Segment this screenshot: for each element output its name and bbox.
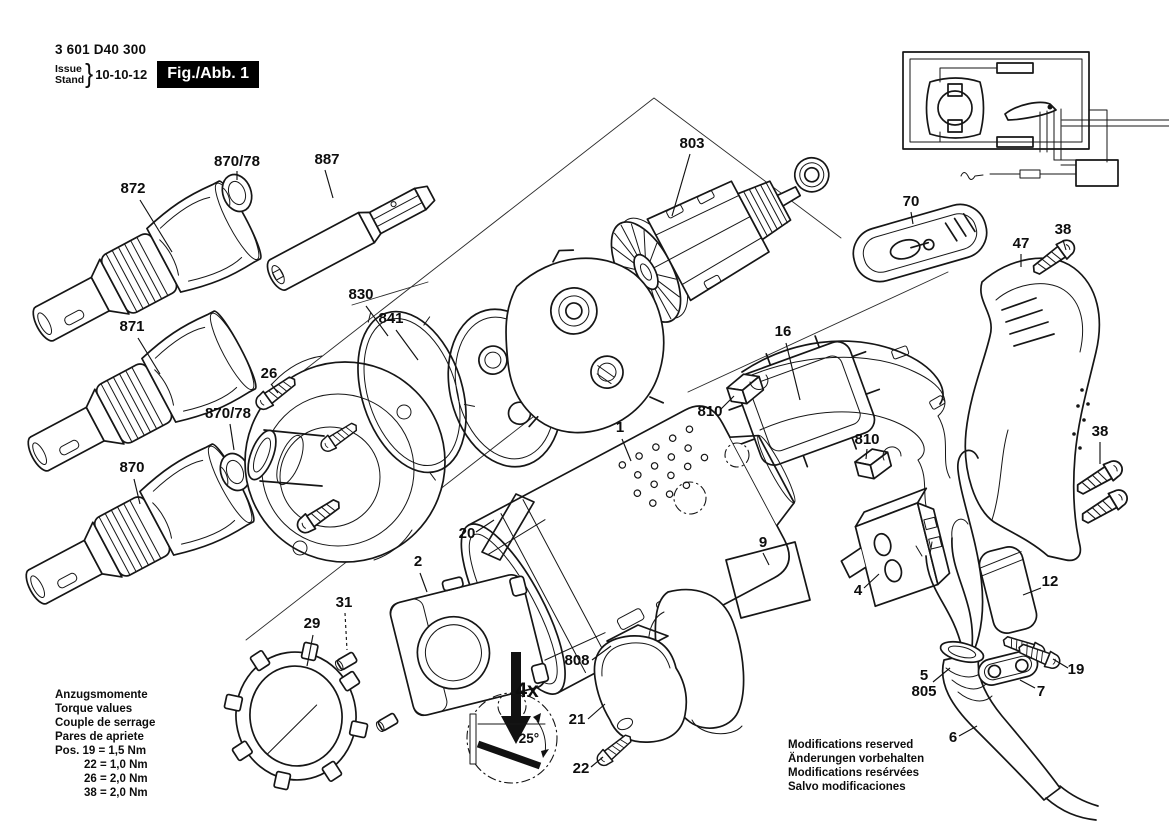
torque-title-en: Torque values (55, 703, 133, 716)
title-block (55, 42, 259, 90)
torque-entry: Pos. 19 = 1,5 Nm (55, 745, 147, 758)
stand-label: Stand (55, 73, 85, 86)
svg-text:31: 31 (335, 594, 353, 611)
torque-entry: 22 = 1,0 Nm (84, 759, 148, 772)
mods-line-de: Änderungen vorbehalten (788, 753, 925, 766)
mods-line-fr: Modifications resérvées (788, 767, 920, 780)
carbon-brush-810-a (725, 370, 766, 408)
svg-text:7: 7 (1036, 683, 1046, 700)
brace-glyph: } (85, 59, 94, 90)
svg-text:805: 805 (911, 683, 937, 700)
svg-text:1: 1 (615, 419, 625, 436)
callout-2 (414, 553, 427, 592)
svg-text:2: 2 (413, 553, 423, 570)
svg-text:872: 872 (120, 180, 146, 197)
callout-870-78-a (214, 153, 260, 180)
torque-entry: 38 = 2,0 Nm (84, 787, 148, 800)
callout-26 (261, 365, 278, 393)
svg-text:887: 887 (314, 151, 340, 168)
callout-887 (314, 151, 339, 198)
svg-text:70: 70 (902, 193, 920, 210)
torque-entries (55, 744, 155, 800)
svg-text:808: 808 (564, 652, 590, 669)
issue-stand-labels (55, 64, 84, 86)
svg-text:47: 47 (1012, 235, 1030, 252)
angle-annotation: 25° (518, 731, 540, 746)
svg-text:26: 26 (260, 365, 278, 382)
callout-21 (569, 704, 605, 728)
svg-text:29: 29 (303, 615, 321, 632)
belt-clip-70 (847, 198, 993, 287)
svg-text:19: 19 (1067, 661, 1085, 678)
pin-31-b (375, 713, 399, 733)
carbon-brush-810-b (853, 445, 893, 482)
figure-label: Fig./Abb. 1 (157, 61, 259, 88)
torque-values-note (55, 688, 155, 800)
svg-text:38: 38 (1091, 423, 1109, 440)
torque-entry: 26 = 2,0 Nm (84, 773, 148, 786)
type-number: 3 601 D40 300 (55, 42, 147, 57)
svg-text:870/78: 870/78 (205, 405, 251, 422)
svg-text:830: 830 (348, 286, 374, 303)
issue-date: 10-10-12 (95, 66, 148, 82)
callout-19 (1053, 659, 1084, 678)
svg-text:841: 841 (378, 310, 404, 327)
svg-text:16: 16 (774, 323, 792, 340)
svg-text:4: 4 (853, 582, 863, 599)
callout-7 (1020, 680, 1045, 700)
svg-text:20: 20 (458, 525, 476, 542)
modifications-note (788, 738, 924, 794)
mods-line-en: Modifications reserved (788, 739, 914, 751)
torque-title-es: Pares de apriete (55, 731, 144, 744)
svg-text:871: 871 (119, 318, 145, 335)
issue-label: Issue (55, 62, 82, 75)
switch-4 (829, 488, 953, 612)
callout-31 (336, 594, 353, 650)
torque-title-de: Anzugsmomente (55, 689, 148, 701)
screw-22 (594, 731, 635, 769)
svg-text:38: 38 (1054, 221, 1072, 238)
svg-text:21: 21 (568, 711, 586, 728)
svg-text:810: 810 (697, 403, 723, 420)
svg-text:803: 803 (679, 135, 705, 152)
svg-text:870: 870 (119, 459, 145, 476)
svg-text:6: 6 (948, 729, 958, 746)
svg-text:9: 9 (758, 534, 768, 551)
quantity-annotation: 4x (515, 679, 539, 702)
svg-text:870/78: 870/78 (214, 153, 260, 170)
capacitor-12 (976, 544, 1039, 636)
svg-text:810: 810 (854, 431, 880, 448)
callout-38-right (1092, 423, 1109, 464)
pin-31-a (334, 652, 358, 672)
callout-6 (949, 726, 977, 746)
svg-text:22: 22 (572, 760, 590, 777)
wiring-schematic (903, 52, 1169, 186)
bit-holder-887 (263, 178, 439, 293)
svg-text:5: 5 (919, 667, 929, 684)
mods-line-es: Salvo modificaciones (788, 781, 906, 794)
callout-805 (911, 683, 936, 700)
callout-841 (378, 310, 418, 360)
svg-text:12: 12 (1041, 573, 1059, 590)
handle-shell-47 (965, 258, 1099, 560)
torque-title-fr: Couple de serrage (55, 717, 156, 730)
callout-810-a (697, 396, 734, 420)
